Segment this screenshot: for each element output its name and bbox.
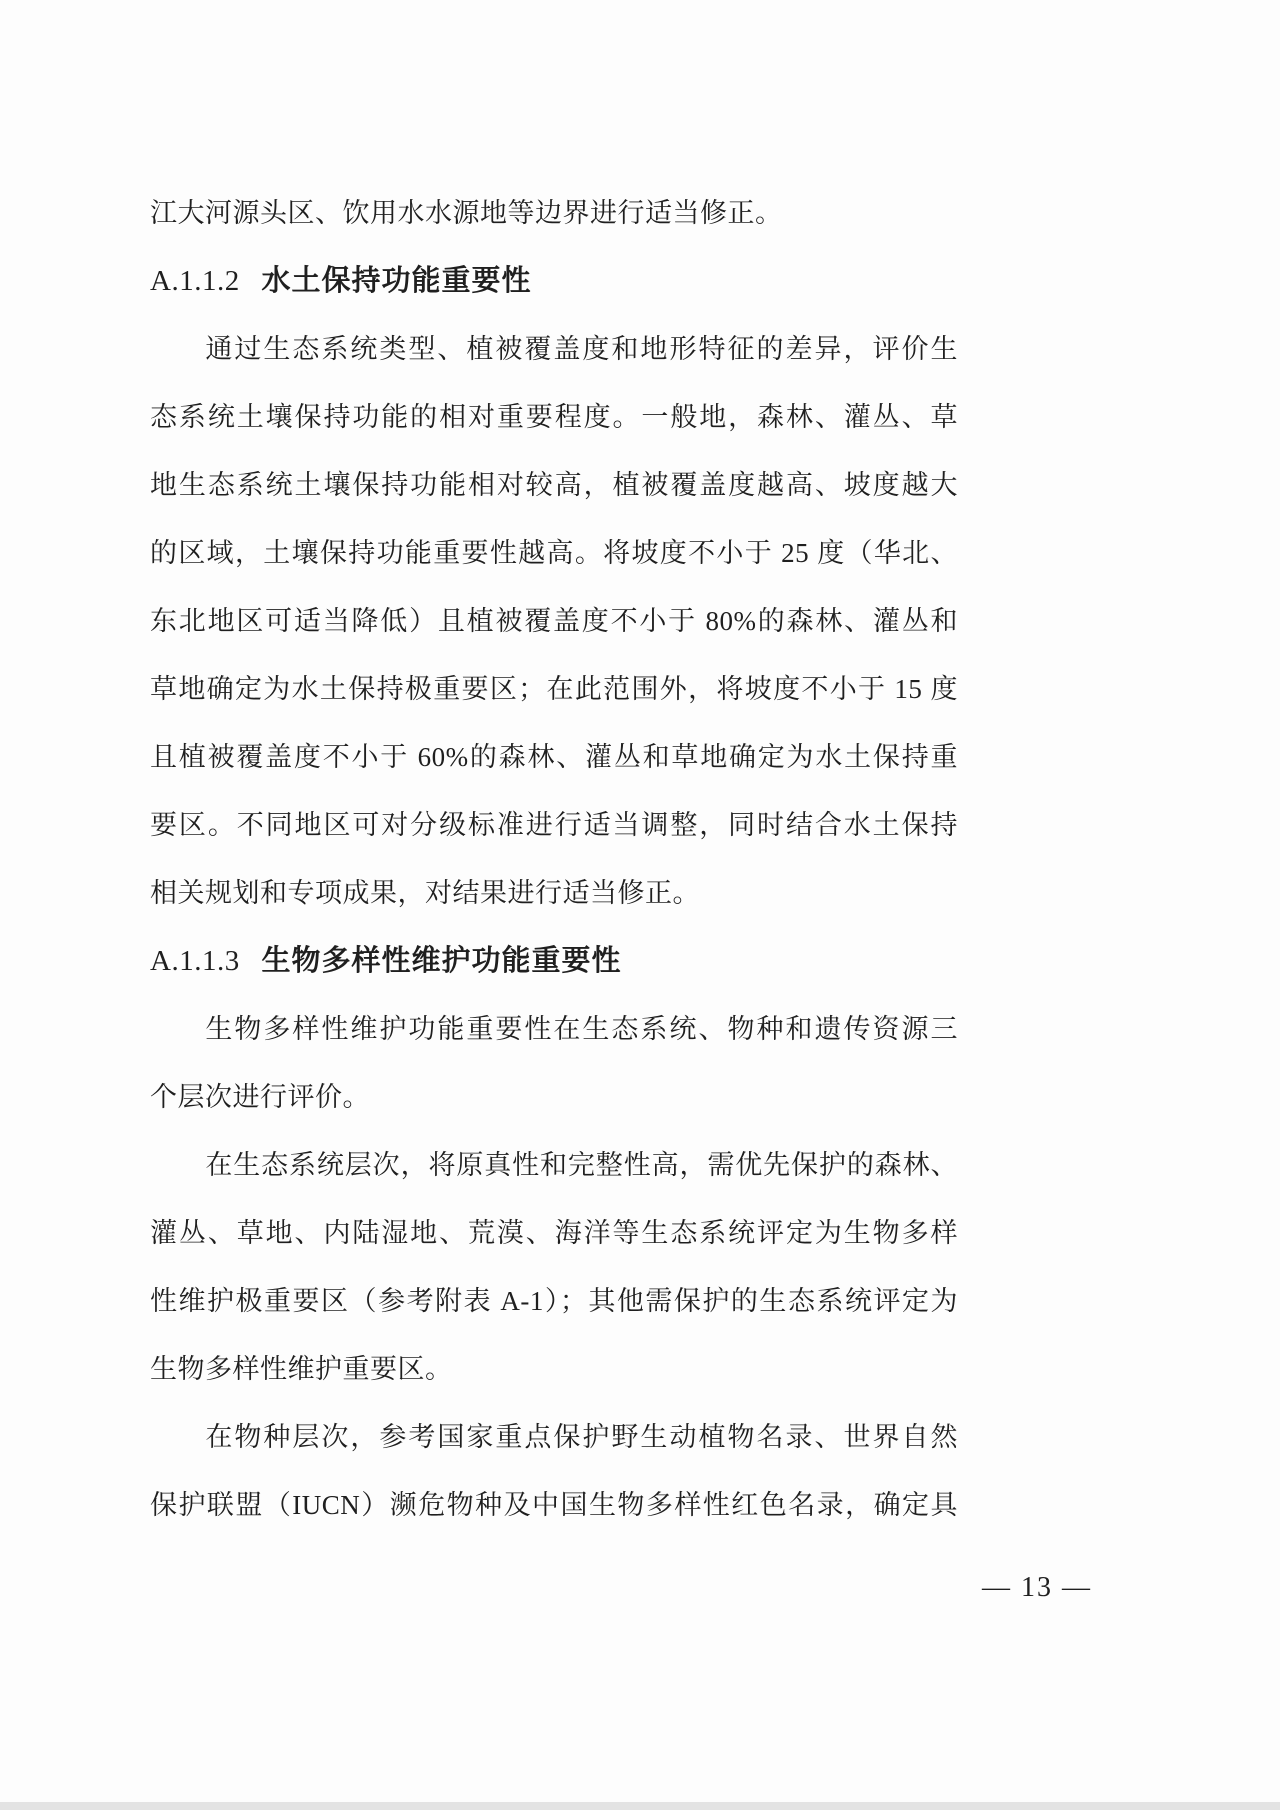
paragraph-last-line: 个层次进行评价。	[150, 1082, 370, 1112]
paragraph-last-line: 江大河源头区、饮用水水源地等边界进行适当修正。	[150, 198, 783, 228]
paragraph-line: 东北地区可适当降低）且植被覆盖度不小于 80%的森林、灌丛和	[150, 606, 958, 636]
paragraph-line: 在物种层次，参考国家重点保护野生动植物名录、世界自然	[205, 1422, 958, 1452]
paragraph-line: 灌丛、草地、内陆湿地、荒漠、海洋等生态系统评定为生物多样	[150, 1218, 958, 1248]
paragraph-line: 性维护极重要区（参考附表 A-1）；其他需保护的生态系统评定为	[150, 1286, 958, 1316]
section-number: A.1.1.3	[150, 945, 240, 977]
section-title: 水土保持功能重要性	[261, 265, 532, 297]
paragraph-line: 的区域，土壤保持功能重要性越高。将坡度不小于 25 度（华北、	[150, 538, 958, 568]
paragraph-line: 保护联盟（IUCN）濒危物种及中国生物多样性红色名录，确定具	[150, 1490, 958, 1520]
paragraph-last-line: 相关规划和专项成果，对结果进行适当修正。	[150, 878, 700, 908]
paragraph-line: 通过生态系统类型、植被覆盖度和地形特征的差异，评价生	[205, 334, 958, 364]
section-heading-a113	[150, 927, 958, 995]
section-title: 生物多样性维护功能重要性	[261, 945, 622, 977]
paragraph-line: 态系统土壤保持功能的相对重要程度。一般地，森林、灌丛、草	[150, 402, 958, 432]
section-number: A.1.1.2	[150, 265, 240, 297]
section-heading-a112	[150, 247, 958, 315]
paragraph-line: 要区。不同地区可对分级标准进行适当调整，同时结合水土保持	[150, 810, 958, 840]
paragraph-line: 草地确定为水土保持极重要区；在此范围外，将坡度不小于 15 度	[150, 674, 958, 704]
page-bottom-edge	[0, 1802, 1280, 1810]
page-number: — 13 —	[982, 1572, 1092, 1603]
paragraph-line: 且植被覆盖度不小于 60%的森林、灌丛和草地确定为水土保持重	[150, 742, 958, 772]
text-block	[150, 179, 958, 1539]
paragraph-line: 地生态系统土壤保持功能相对较高，植被覆盖度越高、坡度越大	[150, 470, 958, 500]
paragraph-last-line: 生物多样性维护重要区。	[150, 1354, 453, 1384]
paragraph-line: 生物多样性维护功能重要性在生态系统、物种和遗传资源三	[205, 1014, 958, 1044]
paragraph-line: 在生态系统层次，将原真性和完整性高，需优先保护的森林、	[205, 1150, 958, 1180]
